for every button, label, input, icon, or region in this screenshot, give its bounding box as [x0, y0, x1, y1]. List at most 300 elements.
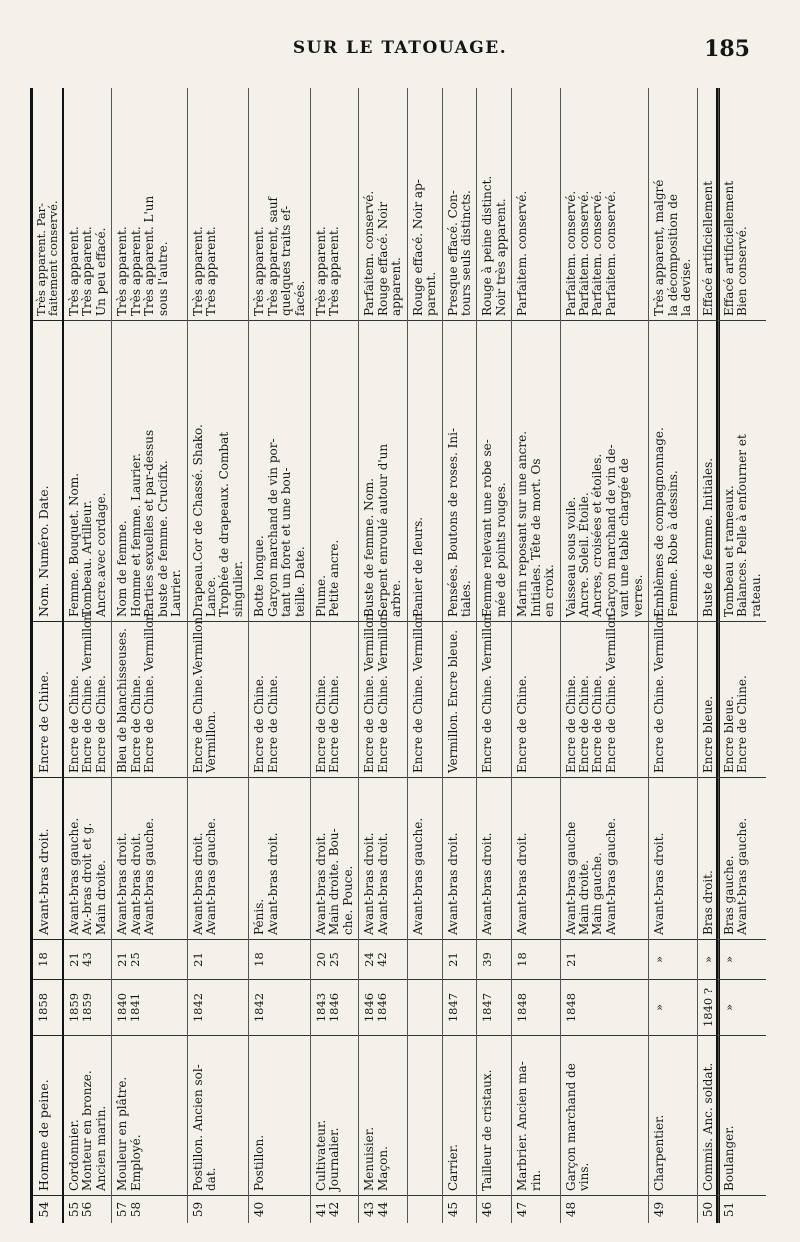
result-cell-line: Effacé artificiellement [700, 180, 715, 316]
design-cell [311, 321, 358, 622]
design-cell-line: Marin reposant sur une ancre. [515, 430, 530, 617]
age-cell-line: 18 [252, 952, 267, 967]
design-cell-line: Ancre. Soleil. Étoile. [577, 492, 591, 617]
design-cell-line: en croix. [542, 564, 557, 617]
profession-cell [561, 1036, 649, 1196]
year-cell-line: 1846 [375, 992, 390, 1023]
year-cell [649, 980, 696, 1036]
design-cell [112, 321, 186, 622]
table-row [698, 88, 719, 1223]
result-cell-line: Parfaitem. conservé. [362, 190, 377, 316]
row-number-line: 41 [314, 1201, 328, 1218]
design-cell [408, 321, 442, 622]
design-cell-line: tant un foret et une bou- [279, 467, 294, 617]
year-cell-line: 1840 [115, 992, 130, 1023]
year-cell [249, 980, 310, 1036]
material-cell-line: Encre de Chine. Vermillon. [362, 609, 377, 773]
row-number [408, 1196, 442, 1223]
year-cell [698, 980, 718, 1036]
result-cell [443, 88, 477, 321]
year-cell [408, 980, 442, 1036]
year-cell-line: 1847 [480, 992, 495, 1023]
material-cell [64, 609, 111, 778]
age-cell [249, 940, 310, 980]
profession-cell [477, 1036, 511, 1196]
result-cell-line: Très apparent. [327, 226, 342, 316]
year-cell-line: » [721, 1003, 736, 1012]
age-cell [64, 940, 111, 980]
material-cell-line: Encre de Chine. [563, 675, 578, 773]
row-number-line: 48 [563, 1201, 578, 1218]
profession-cell-line: Carrier. [445, 1144, 460, 1191]
design-cell [698, 321, 718, 622]
age-cell-line: 21 [563, 952, 578, 967]
profession-cell [311, 1036, 358, 1196]
location-cell-line: Avant-bras gauche. [410, 817, 425, 935]
year-cell-line: 1848 [515, 992, 530, 1023]
design-cell-line: Trophée de drapeaux. Combat [217, 431, 232, 617]
year-cell [64, 980, 111, 1036]
location-cell-line: Avant-bras droit. [362, 832, 377, 935]
year-cell-line: 1842 [252, 992, 267, 1023]
material-cell-line: Encre de Chine. [515, 675, 530, 773]
header-result [33, 88, 62, 321]
material-cell [359, 609, 406, 778]
result-cell-line: Très apparent. [203, 226, 218, 316]
design-cell-line: Garçon marchand de vin de- [603, 444, 618, 617]
profession-cell-line: Employé. [128, 1134, 143, 1191]
row-number-line: 50 [700, 1201, 715, 1218]
design-cell-line: verres. [630, 574, 645, 617]
material-cell [311, 622, 358, 778]
row-number-line: 55 [67, 1201, 81, 1218]
design-cell-line: Laurier. [169, 569, 184, 617]
material-cell-line: Encre de Chine. Vermillon. [142, 609, 157, 773]
year-cell [359, 980, 406, 1036]
design-cell-line: Femme relevant une robe se- [480, 439, 495, 617]
result-cell-line: Un peu effacé. [93, 227, 108, 316]
location-cell [408, 778, 442, 940]
table-row [112, 88, 187, 1223]
design-cell-line: Ancre.avec cordage. [93, 492, 108, 617]
material-cell-line: Encre de Chine. [67, 675, 81, 773]
result-cell-line: apparent. [389, 257, 404, 316]
result-cell-line: Parfaitem. conservé. [563, 190, 578, 316]
material-cell-line: Encre de Chine. Vermillon. [410, 609, 425, 773]
design-cell-line: Femme. Bouquet. Nom. [67, 473, 81, 617]
year-cell-line: 1846 [362, 992, 377, 1023]
result-cell [698, 88, 718, 321]
location-cell [719, 778, 766, 940]
material-cell [112, 609, 186, 778]
row-number-line: 42 [327, 1201, 342, 1218]
material-cell-line: Encre bleue. [700, 695, 715, 773]
result-cell [408, 88, 442, 321]
design-cell [359, 321, 406, 622]
design-cell-line: arbre. [389, 579, 404, 617]
table-row [561, 88, 650, 1223]
design-cell-line: Lance. [203, 576, 218, 617]
location-cell-line: Avant-bras droit. [445, 832, 460, 935]
location-cell [443, 778, 477, 940]
page-number: 185 [704, 36, 750, 62]
location-cell [249, 778, 310, 940]
age-cell [359, 940, 406, 980]
year-cell-line: 1840 ? [700, 987, 715, 1028]
profession-cell-line: Garçon marchand de [563, 1063, 578, 1191]
location-cell-line: che. Pouce. [340, 865, 355, 935]
design-cell [719, 321, 766, 622]
header-result-line: faitement conservé. [45, 200, 60, 316]
design-cell-line: Emblèmes de compagnonnage. [652, 427, 667, 617]
age-cell-line: » [721, 955, 736, 964]
design-cell-line: Tombeau. Artilleur. [80, 500, 95, 617]
location-cell [477, 778, 511, 940]
design-cell [477, 321, 511, 622]
design-cell-line: Plume. [314, 575, 328, 617]
row-number-line: 43 [362, 1201, 377, 1218]
year-cell [112, 980, 186, 1036]
material-cell [249, 622, 310, 778]
table-header-row [33, 88, 64, 1223]
location-cell-line: Bras droit. [700, 870, 715, 935]
profession-cell-line: Commis. Anc. soldat. [700, 1062, 715, 1191]
location-cell-line: Avant-bras gauche [563, 821, 578, 935]
table-row [64, 88, 112, 1223]
row-number-line: 44 [375, 1201, 390, 1218]
location-cell-line: Avant-bras droit. [480, 832, 495, 935]
result-cell-line: Noir très apparent. [493, 198, 508, 316]
location-cell-line: Avant-bras droit. [190, 832, 205, 935]
material-cell-line: Encre de Chine. [93, 675, 108, 773]
material-cell-line: Encre de Chine. [128, 675, 143, 773]
result-cell [188, 88, 249, 321]
row-number-line: 51 [721, 1201, 736, 1218]
design-cell-line: Nom de femme. [115, 520, 130, 617]
location-cell-line: Main droite. Bou- [327, 828, 342, 935]
profession-cell [359, 1036, 406, 1196]
location-cell [698, 778, 718, 940]
design-cell-line: vant une table chargée de [617, 458, 632, 617]
row-number [649, 1196, 696, 1223]
result-cell-line: Rouge effacé. Noir [375, 201, 390, 316]
result-cell-line: Très apparent. [252, 226, 267, 316]
material-cell-line: Vermillon. Encre bleue. [445, 629, 460, 773]
table-row [719, 88, 766, 1223]
design-cell [561, 321, 649, 622]
material-cell [443, 622, 477, 778]
year-cell-line: 1843 [314, 992, 328, 1023]
table-row [408, 88, 443, 1223]
design-cell [443, 321, 477, 622]
location-cell [649, 778, 696, 940]
profession-cell-line: Charpentier. [652, 1114, 667, 1191]
location-cell-line: Avant-bras droit. [515, 832, 530, 935]
design-cell-line: Homme et femme. Laurier. [128, 453, 143, 617]
profession-cell [719, 1036, 766, 1196]
header-result-line: Très apparent. Par- [34, 202, 48, 316]
age-cell-line: 21 [67, 952, 81, 967]
design-cell-line: buste de femme. Crucifix. [155, 460, 170, 617]
row-number [249, 1196, 310, 1223]
result-cell [359, 88, 406, 321]
result-cell-line: Très apparent. [314, 226, 328, 316]
design-cell-line: Buste de femme. Nom. [362, 478, 377, 617]
year-cell-line: 1846 [326, 992, 341, 1023]
header-profession: Homme de peine. [33, 1036, 62, 1196]
design-cell-line: Parties sexuelles et par-dessus [142, 429, 157, 617]
design-cell-line: Botte longue. [252, 535, 267, 617]
result-cell-line: Rouge à peine distinct. [480, 175, 495, 316]
material-cell-line: Encre de Chine. [327, 675, 342, 773]
material-cell [561, 609, 649, 778]
design-cell-line: teille. Date. [292, 546, 307, 617]
location-cell-line: Avant-bras droit. [265, 832, 280, 935]
profession-cell-line: vins. [577, 1162, 591, 1191]
design-cell-line: tiales. [458, 580, 473, 617]
result-cell-line: la décomposition de [665, 193, 680, 316]
result-cell-line: Très apparent. [67, 226, 81, 316]
result-cell-line: parent. [424, 271, 439, 316]
age-cell [698, 940, 718, 980]
design-cell-line: Garçon marchand de vin por- [265, 438, 280, 617]
age-cell-line: 18 [515, 952, 530, 967]
location-cell-line: Avant-bras gauche. [735, 817, 750, 935]
table-row [249, 88, 311, 1223]
year-cell [188, 980, 249, 1036]
row-number [359, 1196, 406, 1223]
year-cell [311, 980, 358, 1036]
profession-cell [64, 1036, 111, 1196]
result-cell [719, 88, 766, 321]
design-cell-line: Pensées. Boutons de roses. Ini- [445, 428, 460, 617]
design-cell-line: Panier de fleurs. [410, 516, 425, 617]
result-cell [249, 88, 310, 321]
header-number: 54 [36, 1201, 51, 1218]
age-cell [719, 940, 766, 980]
profession-cell [188, 1036, 249, 1196]
result-cell-line: Effacé artificiellement [721, 180, 736, 316]
result-cell [64, 88, 111, 321]
profession-cell-line: Menuisier. [362, 1126, 377, 1191]
material-cell [512, 622, 559, 778]
result-cell-line: Très apparent. L'un [142, 195, 157, 316]
tattoo-table [30, 88, 763, 1223]
result-cell-line: Très apparent, malgré [652, 179, 667, 316]
profession-cell [112, 1036, 186, 1196]
year-cell-line: 1841 [128, 992, 143, 1023]
row-number [477, 1196, 511, 1223]
age-cell-line: » [652, 955, 667, 964]
profession-cell [649, 1036, 696, 1196]
profession-cell-line: Journalier. [327, 1127, 342, 1191]
material-cell [649, 609, 696, 778]
result-cell-line: sous l'autre. [155, 241, 170, 316]
age-cell-line: » [700, 955, 715, 964]
age-cell-line: 20 [314, 952, 328, 967]
design-cell [249, 321, 310, 622]
profession-cell-line: Cultivateur. [314, 1119, 328, 1191]
header-material: Encre de Chine. [33, 622, 62, 778]
year-cell-line: 1842 [190, 992, 205, 1023]
location-cell-line: Avant-bras droit. [128, 832, 143, 935]
result-cell [561, 88, 649, 321]
location-cell-line: Main droite. [93, 859, 108, 935]
age-cell [512, 940, 559, 980]
table-row [311, 88, 359, 1223]
year-cell [719, 980, 766, 1036]
profession-cell-line: rin. [528, 1169, 543, 1191]
age-cell-line: 43 [79, 952, 94, 967]
material-cell-line: Encre de Chine. Vermillon. [603, 609, 618, 773]
header-year: 1858 [33, 980, 62, 1036]
material-cell-line: Encre de Chine. Vermillon. [652, 609, 667, 773]
profession-cell-line: Monteur en bronze. [80, 1070, 95, 1191]
result-cell-line: Très apparent. [115, 226, 130, 316]
location-cell-line: Avant-bras droit. [314, 832, 328, 935]
profession-cell-line: dat. [203, 1167, 218, 1191]
material-cell-line: Encre de Chine. Vermillon. [375, 609, 390, 773]
age-cell [311, 940, 358, 980]
result-cell-line: Bien conservé. [735, 226, 750, 316]
year-cell [561, 980, 649, 1036]
material-cell-line: Encre de Chine.Vermillon. [190, 613, 205, 773]
table-row [359, 88, 407, 1223]
design-cell-line: Drapeau.Cor de Chassé. Shako. [190, 424, 205, 617]
profession-cell-line: Ancien marin. [93, 1105, 108, 1191]
design-cell [512, 321, 559, 622]
design-cell-line: Tombeau et rameaux. [721, 485, 736, 617]
design-cell-line: singulier. [230, 560, 245, 617]
year-cell-line: 1859 [79, 992, 94, 1023]
location-cell-line: Main gauche. [590, 852, 605, 935]
design-cell-line: Serpent enroulé autour d'un [375, 443, 390, 617]
profession-cell [443, 1036, 477, 1196]
material-cell-line: Encre de Chine. [252, 675, 267, 773]
design-cell-line: Initiales. Tête de mort. Os [528, 458, 543, 617]
age-cell-line: 42 [375, 952, 390, 967]
result-cell [311, 88, 358, 321]
age-cell-line: 21 [190, 952, 205, 967]
location-cell-line: Bras gauche. [721, 855, 736, 935]
material-cell-line: Encre de Chine. [265, 675, 280, 773]
material-cell-line: Encre de Chine. Vermillon. [480, 609, 495, 773]
profession-cell-line: Postillon. Ancien sol- [190, 1064, 205, 1191]
profession-cell-line: Cordonnier. [67, 1119, 81, 1191]
row-number-line: 59 [190, 1201, 205, 1218]
age-cell [112, 940, 186, 980]
row-number-line: 47 [515, 1201, 530, 1218]
location-cell [64, 778, 111, 940]
year-cell-line: 1847 [445, 992, 460, 1023]
year-cell-line: 1848 [563, 992, 578, 1023]
material-cell-line: Encre de Chine. [590, 675, 605, 773]
age-cell-line: 21 [445, 952, 460, 967]
row-number [443, 1196, 477, 1223]
material-cell [408, 609, 442, 778]
design-cell-line: Ancres, croisées et étoiles. [590, 453, 605, 617]
header-age: 18 [33, 940, 62, 980]
age-cell [188, 940, 249, 980]
location-cell-line: Main droite. [577, 859, 591, 935]
age-cell [561, 940, 649, 980]
age-cell [443, 940, 477, 980]
table-row [649, 88, 697, 1223]
profession-cell [512, 1036, 559, 1196]
design-cell [188, 321, 249, 622]
profession-cell-line: Mouleur en plâtre. [115, 1076, 130, 1191]
material-cell-line: Bleu de blanchisseuses. [115, 628, 130, 773]
material-cell-line: Encre de Chine. [735, 675, 750, 773]
result-cell-line: Presque effacé. Con- [445, 190, 460, 316]
result-cell [512, 88, 559, 321]
row-number [719, 1196, 766, 1223]
material-cell [188, 613, 249, 778]
location-cell-line: Pénis. [252, 898, 267, 935]
result-cell-line: Parfaitem. conservé. [590, 190, 605, 316]
design-cell-line: Femme. Robe à dessins. [665, 470, 680, 617]
table-body [64, 88, 766, 1223]
row-number [188, 1196, 249, 1223]
location-cell [188, 778, 249, 940]
table-row [512, 88, 560, 1223]
header-design: Nom. Numéro. Date. [33, 321, 62, 622]
design-cell-line: Balances. Pelle à enfourner et [735, 434, 750, 617]
design-cell-line: Buste de femme. Initiales. [700, 457, 715, 617]
age-cell-line: 24 [362, 952, 377, 967]
location-cell-line: Avant-bras droit. [652, 832, 667, 935]
location-cell [561, 778, 649, 940]
result-cell-line: Très apparent. [80, 226, 95, 316]
material-cell-line: Encre de Chine. [314, 675, 328, 773]
age-cell [408, 940, 442, 980]
row-number-line: 46 [480, 1201, 495, 1218]
result-cell [649, 88, 696, 321]
row-number [512, 1196, 559, 1223]
table-container [30, 88, 763, 1223]
profession-cell-line: Maçon. [375, 1146, 390, 1191]
header-location: Avant-bras droit. [33, 778, 62, 940]
material-cell [698, 622, 718, 778]
location-cell-line: Avant-bras gauche. [203, 817, 218, 935]
year-cell [477, 980, 511, 1036]
result-cell [112, 88, 186, 321]
result-cell-line: Parfaitem. conservé. [515, 190, 530, 316]
row-number-line: 40 [252, 1201, 267, 1218]
design-cell [64, 321, 111, 622]
result-cell-line: Parfaitem. conservé. [603, 190, 618, 316]
material-cell-line: Encre bleue. [721, 695, 736, 773]
result-cell-line: la devise. [679, 258, 694, 316]
year-cell [443, 980, 477, 1036]
design-cell-line: Vaisseau sous voile. [563, 496, 578, 617]
profession-cell-line: Boulanger. [721, 1125, 736, 1191]
result-cell-line: quelques traits ef- [279, 205, 294, 316]
location-cell [112, 778, 186, 940]
result-cell [477, 88, 511, 321]
running-title: SUR LE TATOUAGE. [292, 38, 508, 58]
location-cell-line: Avant-bras gauche. [142, 817, 157, 935]
row-number [64, 1196, 111, 1223]
design-cell-line: rateau. [748, 573, 763, 617]
location-cell-line: Avant-bras droit. [375, 832, 390, 935]
profession-cell [698, 1036, 718, 1196]
material-cell-line: Vermillon. [203, 710, 218, 773]
location-cell-line: Avant-bras gauche. [603, 817, 618, 935]
location-cell [512, 778, 559, 940]
design-cell [649, 321, 696, 622]
location-cell-line: Avant-bras gauche. [67, 817, 81, 935]
